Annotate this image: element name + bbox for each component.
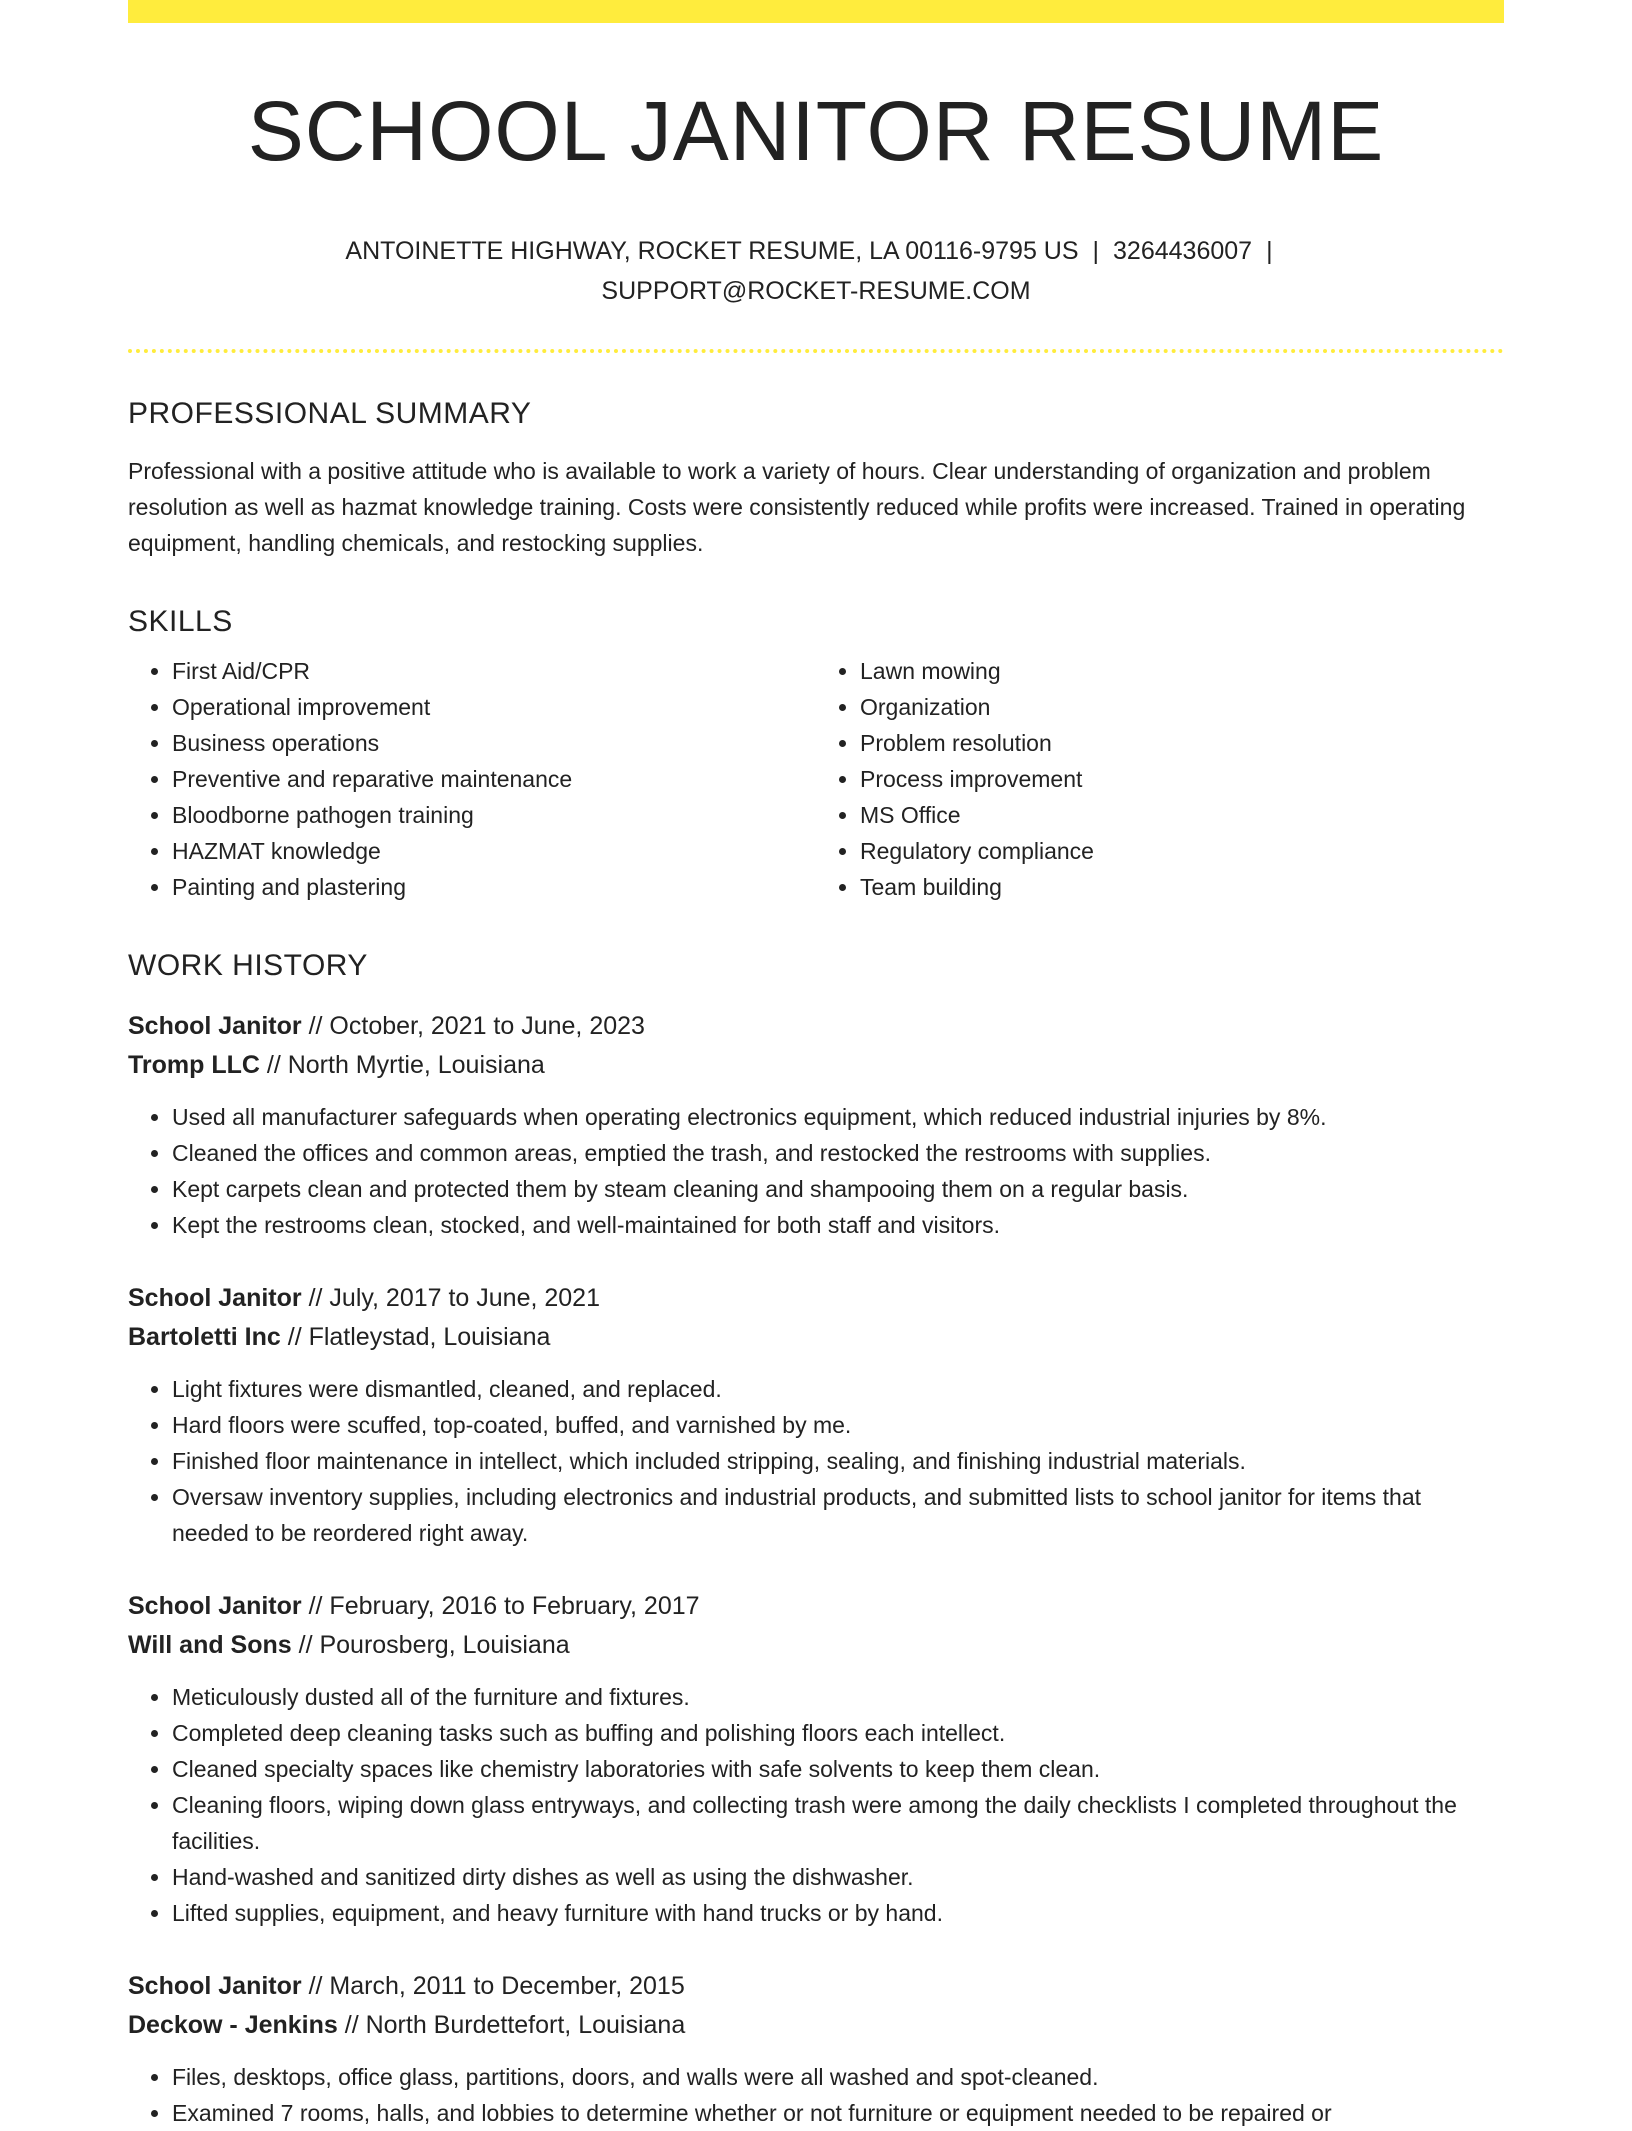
job-location: // Flatleystad, Louisiana	[280, 1323, 551, 1352]
skill-item: • Team building	[860, 869, 1504, 905]
job-location: // North Myrtie, Louisiana	[259, 1051, 545, 1080]
skill-item: • Operational improvement	[172, 689, 816, 725]
job-title-line	[128, 1279, 1504, 1318]
skill-item: • MS Office	[860, 797, 1504, 833]
job-dates: // March, 2011 to December, 2015	[301, 1972, 685, 2001]
job-bullet: • Lifted supplies, equipment, and heavy furniture with hand trucks or by hand.	[172, 1895, 1504, 1931]
resume-title: SCHOOL JANITOR RESUME	[247, 84, 1385, 178]
job-bullets	[128, 2059, 1504, 2131]
job-bullet: • Used all manufacturer safeguards when operating electronics equipment, which reduced industrial injuries by 8%.	[172, 1099, 1504, 1135]
skill-item: • Regulatory compliance	[860, 833, 1504, 869]
accent-top-bar	[128, 0, 1504, 23]
job-bullet: • Hard floors were scuffed, top-coated, buffed, and varnished by me.	[172, 1407, 1504, 1443]
job-title: School Janitor	[128, 1592, 302, 1621]
job-title: School Janitor	[128, 1284, 302, 1313]
job-dates: // February, 2016 to February, 2017	[301, 1592, 700, 1621]
job-bullet: • Finished floor maintenance in intellect, which included stripping, sealing, and finishing industrial materials.	[172, 1443, 1504, 1479]
job-title-line	[128, 1007, 1504, 1046]
skill-item: • First Aid/CPR	[172, 653, 816, 689]
job-title: School Janitor	[128, 1012, 302, 1041]
work-history-heading: WORK HISTORY	[128, 949, 368, 983]
skill-item: • Problem resolution	[860, 725, 1504, 761]
skills-column-left	[128, 653, 816, 905]
summary-heading: PROFESSIONAL SUMMARY	[128, 397, 532, 431]
job-dates: // October, 2021 to June, 2023	[301, 1012, 645, 1041]
skill-item: • Bloodborne pathogen training	[172, 797, 816, 833]
contact-separator: |	[1092, 237, 1100, 266]
skills-list	[128, 653, 1504, 905]
job-entry	[128, 1967, 1504, 2131]
job-company-line	[128, 1046, 1504, 1085]
job-bullet: • Examined 7 rooms, halls, and lobbies to determine whether or not furniture or equipment needed to be repaired or	[172, 2095, 1504, 2131]
skill-item: • Process improvement	[860, 761, 1504, 797]
job-company-line	[128, 1626, 1504, 1665]
job-bullet: • Files, desktops, office glass, partitions, doors, and walls were all washed and spot-cleaned.	[172, 2059, 1504, 2095]
contact-info	[128, 231, 1504, 311]
skill-item: • Lawn mowing	[860, 653, 1504, 689]
skills-heading: SKILLS	[128, 605, 233, 639]
contact-email: SUPPORT@ROCKET-RESUME.COM	[601, 277, 1031, 306]
job-bullets	[128, 1099, 1504, 1243]
skill-item: • Preventive and reparative maintenance	[172, 761, 816, 797]
skill-item: • HAZMAT knowledge	[172, 833, 816, 869]
job-bullet: • Kept the restrooms clean, stocked, and well-maintained for both staff and visitors.	[172, 1207, 1504, 1243]
job-bullet: • Oversaw inventory supplies, including electronics and industrial products, and submitted lists to school janitor for items that needed to be reordered right away.	[172, 1479, 1504, 1551]
job-bullet: • Kept carpets clean and protected them by steam cleaning and shampooing them on a regular basis.	[172, 1171, 1504, 1207]
work-history-list	[128, 1007, 1504, 2131]
skills-column-right	[816, 653, 1504, 905]
summary-text: Professional with a positive attitude who is available to work a variety of hours. Clear understanding of organization and problem resolution as well as hazmat knowledge training. Costs were consistently reduced while profits were increased. Trained in operating equipment, handling chemicals, and restocking supplies.	[128, 458, 1466, 557]
job-entry	[128, 1587, 1504, 1931]
job-entry	[128, 1279, 1504, 1551]
dotted-divider	[128, 349, 1504, 353]
job-title-line	[128, 1967, 1504, 2006]
job-bullet: • Light fixtures were dismantled, cleaned, and replaced.	[172, 1371, 1504, 1407]
job-company-line	[128, 1318, 1504, 1357]
job-bullet: • Cleaned specialty spaces like chemistry laboratories with safe solvents to keep them clean.	[172, 1751, 1504, 1787]
job-company: Will and Sons	[128, 1631, 292, 1660]
job-location: // North Burdettefort, Louisiana	[337, 2011, 686, 2040]
job-bullet: • Meticulously dusted all of the furniture and fixtures.	[172, 1679, 1504, 1715]
job-entry	[128, 1007, 1504, 1243]
job-bullet: • Completed deep cleaning tasks such as buffing and polishing floors each intellect.	[172, 1715, 1504, 1751]
job-company: Bartoletti Inc	[128, 1323, 281, 1352]
job-company: Tromp LLC	[128, 1051, 260, 1080]
skill-item: • Painting and plastering	[172, 869, 816, 905]
job-company: Deckow - Jenkins	[128, 2011, 338, 2040]
job-dates: // July, 2017 to June, 2021	[301, 1284, 600, 1313]
contact-separator: |	[1266, 237, 1273, 266]
skill-item: • Business operations	[172, 725, 816, 761]
job-company-line	[128, 2006, 1504, 2045]
contact-phone: 3264436007	[1113, 237, 1253, 266]
job-bullet: • Hand-washed and sanitized dirty dishes as well as using the dishwasher.	[172, 1859, 1504, 1895]
resume-page	[128, 0, 1504, 2131]
job-bullets	[128, 1679, 1504, 1931]
contact-address: ANTOINETTE HIGHWAY, ROCKET RESUME, LA 00116-9795 US	[345, 237, 1079, 266]
job-title-line	[128, 1587, 1504, 1626]
job-bullet: • Cleaning floors, wiping down glass entryways, and collecting trash were among the daily checklists I completed throughout the facilities.	[172, 1787, 1504, 1859]
job-location: // Pourosberg, Louisiana	[291, 1631, 570, 1660]
job-bullets	[128, 1371, 1504, 1551]
skill-item: • Organization	[860, 689, 1504, 725]
job-title: School Janitor	[128, 1972, 302, 2001]
job-bullet: • Cleaned the offices and common areas, emptied the trash, and restocked the restrooms with supplies.	[172, 1135, 1504, 1171]
